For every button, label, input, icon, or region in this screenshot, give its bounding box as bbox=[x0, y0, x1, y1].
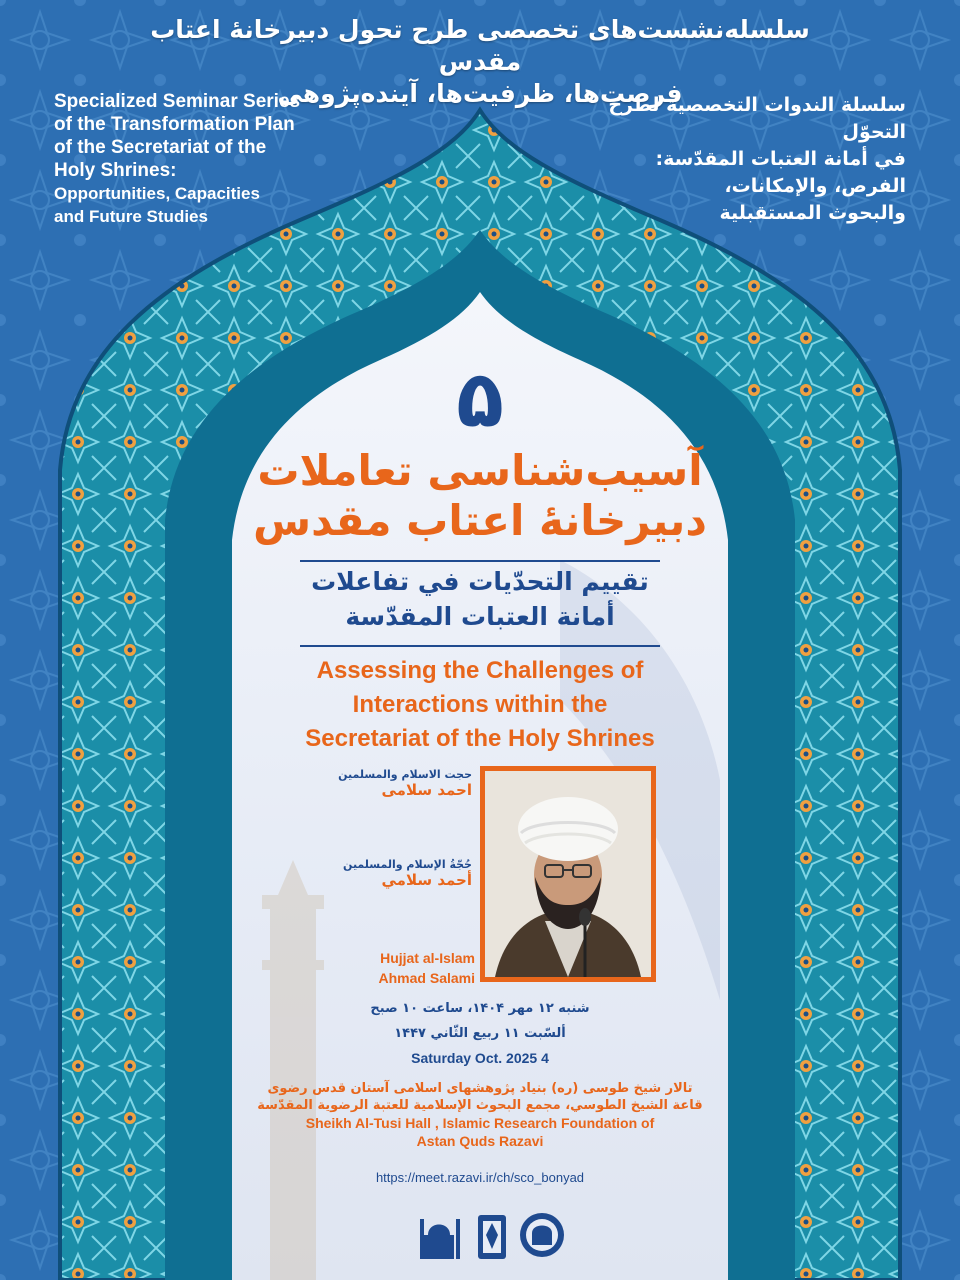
title-ar-line: أمانة العتبات المقدّسة bbox=[345, 602, 615, 631]
series-en-line: Holy Shrines: bbox=[54, 160, 177, 181]
speaker-name-ar: أحمد سلامي bbox=[381, 871, 472, 889]
speaker-arabic bbox=[300, 858, 472, 889]
session-number: ۵ bbox=[456, 355, 504, 445]
series-en-line: Opportunities, Capacities bbox=[54, 184, 260, 203]
date-arabic: ألسّبت ۱۱ ربيع الثّاني ۱۴۴۷ bbox=[394, 1026, 566, 1041]
speaker-photo bbox=[480, 766, 656, 982]
online-link[interactable]: https://meet.razavi.ir/ch/sco_bonyad bbox=[375, 1170, 585, 1185]
title-ar-line: تقييم التحدّيات في تفاعلات bbox=[311, 567, 649, 596]
speaker-title-en: Hujjat al-Islam bbox=[380, 950, 475, 966]
speaker-title-fa: حجت الاسلام والمسلمین bbox=[338, 768, 472, 781]
series-en-line: and Future Studies bbox=[54, 207, 208, 226]
date-persian: شنبه ۱۲ مهر ۱۴۰۴، ساعت ۱۰ صبح bbox=[370, 1001, 590, 1016]
title-en-line: Interactions within the bbox=[352, 691, 608, 718]
series-ar-line: والبحوث المستقبلية bbox=[719, 202, 906, 224]
venue-english-line1: Sheikh Al-Tusi Hall , Islamic Research Foundation of bbox=[305, 1115, 655, 1131]
series-title-english bbox=[54, 90, 354, 228]
series-title-persian-line2: فرصت‌ها، ظرفیت‌ها، آینده‌پژوهی bbox=[277, 79, 683, 108]
series-ar-line: الفرص، والإمكانات، bbox=[724, 175, 906, 197]
speaker-portrait-icon bbox=[485, 771, 651, 977]
footer-logos bbox=[420, 1205, 570, 1265]
divider bbox=[300, 645, 660, 647]
event-venue bbox=[250, 1080, 710, 1150]
date-english: Saturday Oct. 2025 4 bbox=[411, 1050, 549, 1066]
session-title-persian bbox=[240, 446, 720, 546]
series-title-persian-line1: سلسله‌نشست‌های تخصصی طرح تحول دبیرخانهٔ اعتاب مقدس bbox=[150, 15, 810, 76]
series-en-line: Specialized Seminar Series bbox=[54, 91, 301, 112]
title-fa-line: آسیب‌شناسی تعاملات bbox=[257, 446, 703, 495]
title-fa-line: دبیرخانهٔ اعتاب مقدس bbox=[253, 496, 707, 545]
speaker-persian bbox=[300, 768, 472, 799]
divider bbox=[300, 560, 660, 562]
series-ar-line: سلسلة الندوات التخصصية لطرح التحوّل bbox=[608, 94, 906, 143]
title-en-line: Assessing the Challenges of bbox=[316, 657, 644, 684]
speaker-name-fa: احمد سلامی bbox=[381, 781, 472, 799]
series-ar-line: في أمانة العتبات المقدّسة: bbox=[655, 148, 906, 170]
venue-english-line2: Astan Quds Razavi bbox=[416, 1133, 544, 1149]
foundation-logo-icon bbox=[478, 1215, 506, 1259]
speaker-name-en: Ahmad Salami bbox=[378, 970, 475, 986]
shrine-logo-icon bbox=[420, 1219, 460, 1259]
series-title-arabic bbox=[600, 92, 906, 227]
session-title-english bbox=[200, 654, 760, 756]
session-title-arabic bbox=[260, 564, 700, 634]
venue-arabic: قاعة الشيخ الطوسي، مجمع البحوث الإسلامية للعتبة الرضوية المقدّسة bbox=[257, 1098, 703, 1113]
title-en-line: Secretariat of the Holy Shrines bbox=[305, 725, 655, 752]
series-en-line: of the Secretariat of the bbox=[54, 137, 267, 158]
speaker-english bbox=[330, 948, 475, 988]
event-date bbox=[330, 996, 630, 1071]
secretariat-logo-icon bbox=[520, 1213, 564, 1257]
venue-persian: تالار شیخ طوسی (ره) بنیاد پژوهشهای اسلامی آستان قدس رضوی bbox=[267, 1081, 693, 1096]
series-en-line: of the Transformation Plan bbox=[54, 114, 295, 135]
speaker-title-ar: حُجّةُ الإسلام والمسلمين bbox=[343, 858, 472, 871]
